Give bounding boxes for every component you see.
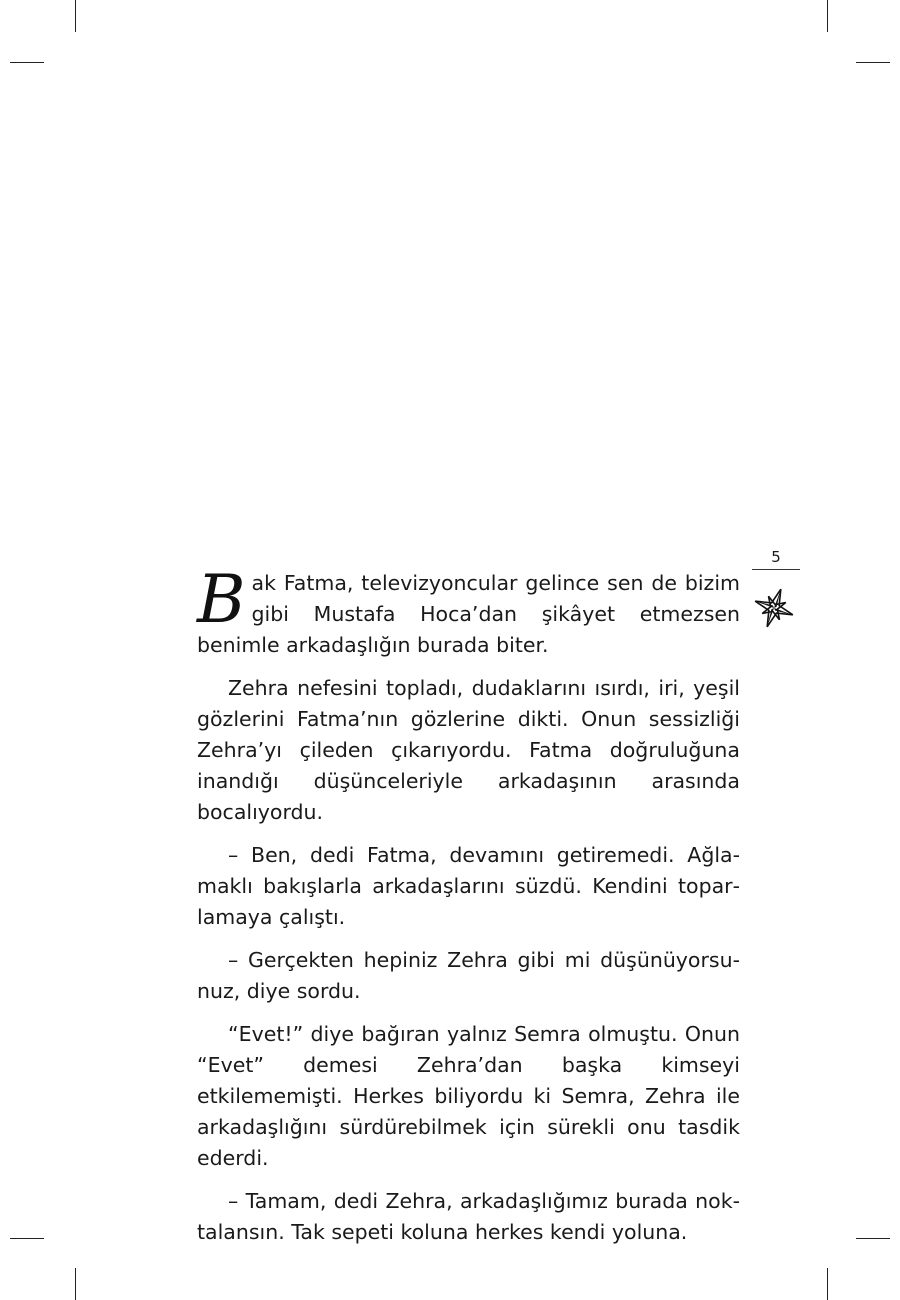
crop-mark-left-top bbox=[10, 62, 44, 63]
paragraph-2: Zehra nefesini topladı, dudaklarını ısırdı, iri, yeşil gözlerini Fatma’nın gözlerine dikti. Onun sessizliği Zehra’yı çileden çıkarıyordu. Fatma doğruluğuna inandığı düşünceleriyle arkadaşının arasında bocalıyordu. bbox=[197, 676, 740, 824]
paragraph-1 bbox=[197, 561, 740, 661]
crop-mark-top-left bbox=[75, 0, 76, 32]
page-number: 5 bbox=[771, 548, 781, 566]
page-number-rule bbox=[752, 569, 800, 570]
paragraph-4: – Gerçekten hepiniz Zehra gibi mi düşünüyorsunuz, diye sordu. bbox=[197, 948, 740, 1003]
crop-mark-left-bottom bbox=[10, 1238, 44, 1239]
body-text bbox=[197, 561, 740, 1260]
paragraph-6: – Tamam, dedi Zehra, arkadaşlığımız burada noktalansın. Tak sepeti koluna herkes kendi yoluna. bbox=[197, 1189, 740, 1244]
crop-mark-bottom-right bbox=[827, 1268, 828, 1300]
crop-mark-top-right bbox=[827, 0, 828, 32]
crop-mark-bottom-left bbox=[75, 1268, 76, 1300]
crop-mark-right-bottom bbox=[856, 1238, 890, 1239]
four-point-star-icon bbox=[752, 586, 796, 630]
paragraph-5: “Evet!” diye bağıran yalnız Semra olmuştu. Onun “Evet” demesi Zehra’dan başka kimseyi etkilememişti. Herkes biliyordu ki Semra, Zehra ile arkadaşlığını sürdürebilmek için sürekli onu tasdik ederdi. bbox=[197, 1022, 740, 1170]
paragraph-3: – Ben, dedi Fatma, devamını getiremedi. Ağlamaklı bakışlarla arkadaşlarını süzdü. Kendini toparlamaya çalıştı. bbox=[197, 843, 740, 929]
crop-mark-right-top bbox=[856, 62, 890, 63]
paragraph-1-text: ak Fatma, televizyoncular gelince sen de bizim gibi Mustafa Hoca’dan şikâyet etmezsen benimle arkadaşlığın burada biter. bbox=[197, 571, 740, 657]
drop-cap: B bbox=[197, 561, 246, 638]
